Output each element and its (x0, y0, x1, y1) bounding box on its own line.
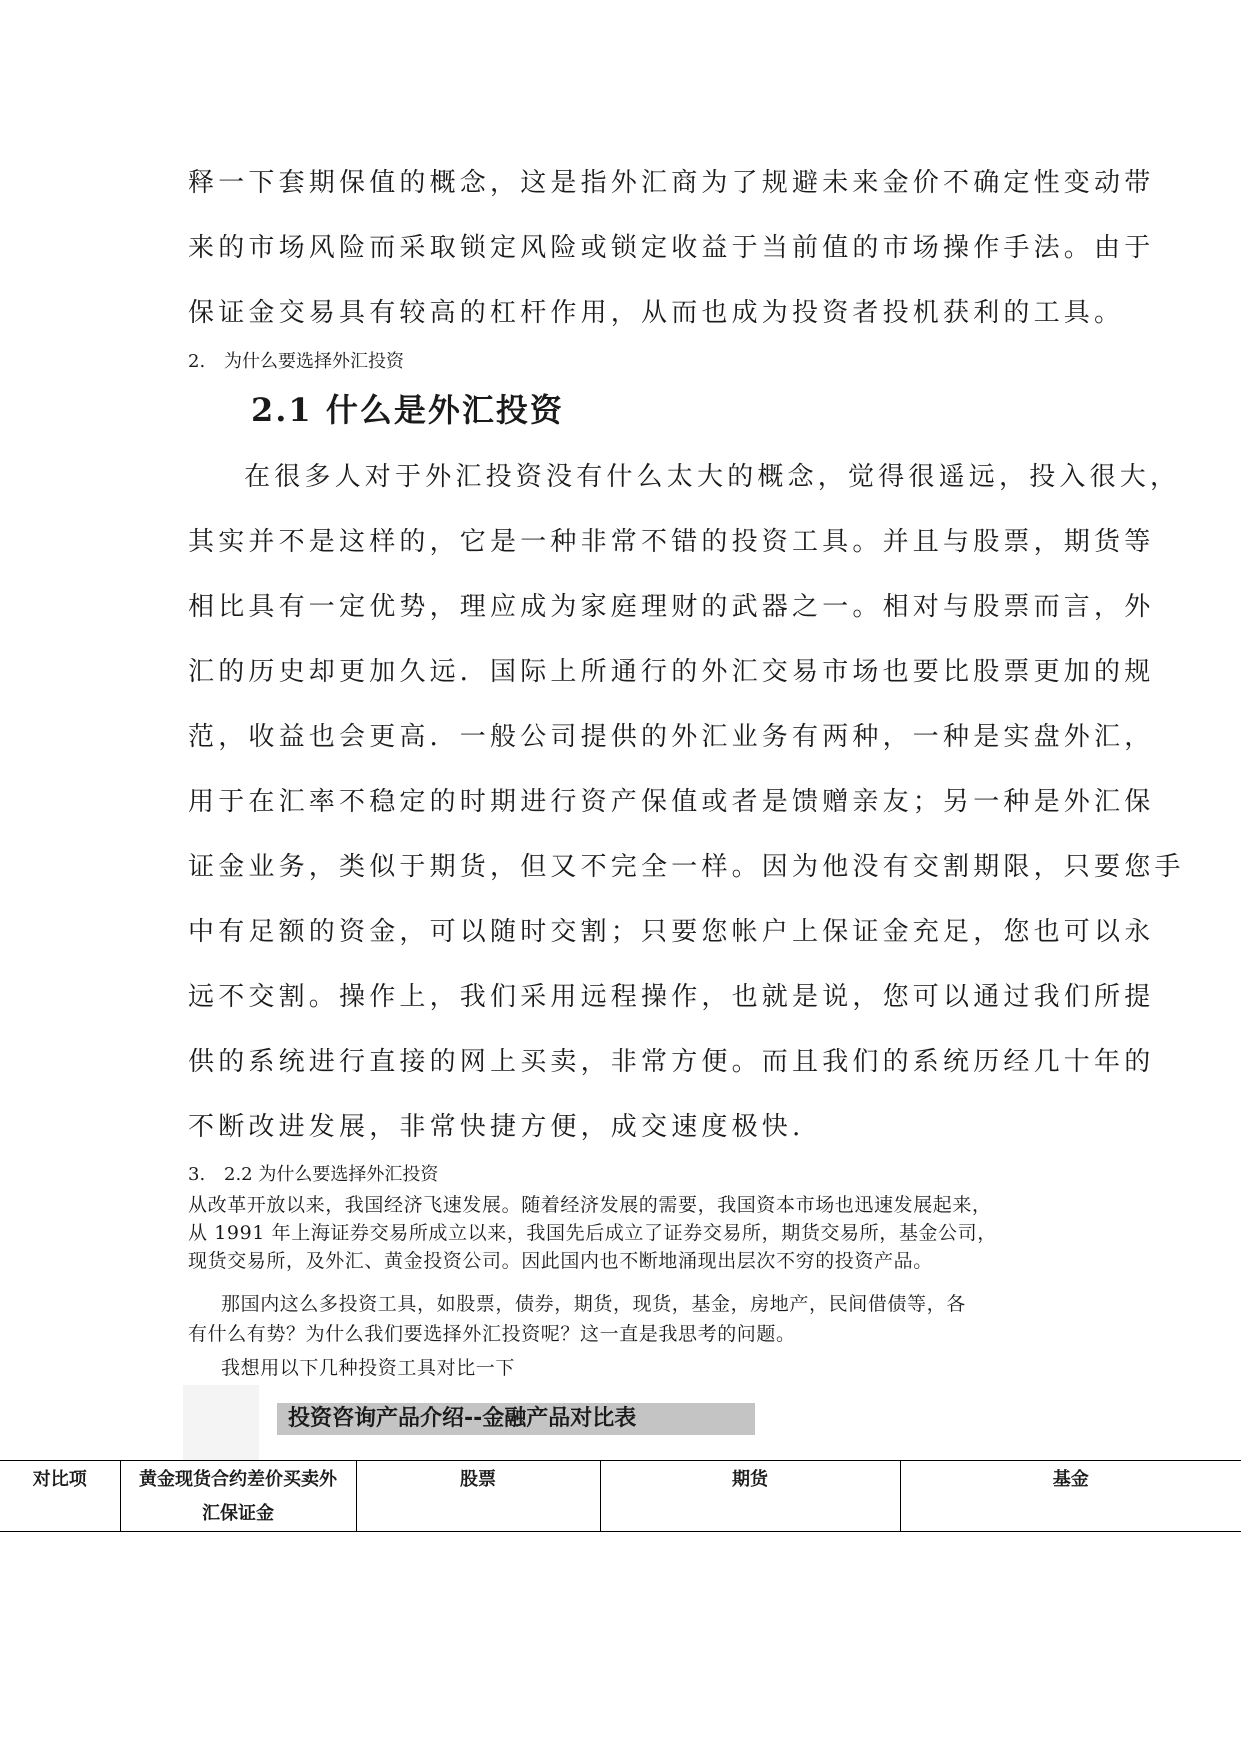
table-header-cell: 股票 (356, 1461, 600, 1532)
paragraph-line: 在很多人对于外汇投资没有什么太大的概念，觉得很遥远，投入很大， (244, 462, 1181, 492)
heading-text: 为什么要选择外汇投资 (224, 351, 404, 372)
section-title: 2.1 什么是外汇投资 (251, 391, 564, 429)
paragraph-line: 保证金交易具有较高的杠杆作用，从而也成为投资者投机获利的工具。 (188, 298, 1125, 328)
paragraph-line: 范，收益也会更高．一般公司提供的外汇业务有两种，一种是实盘外汇， (188, 722, 1155, 752)
table-header-cell: 基金 (900, 1461, 1241, 1532)
paragraph-line: 那国内这么多投资工具，如股票，债券，期货，现货，基金，房地产，民间借债等，各 (221, 1293, 966, 1315)
paragraph-line: 其实并不是这样的，它是一种非常不错的投资工具。并且与股票，期货等 (188, 527, 1155, 557)
heading-number: 3. (188, 1164, 206, 1185)
paragraph-line: 现货交易所，及外汇、黄金投资公司。因此国内也不断地涌现出层次不穷的投资产品。 (188, 1250, 933, 1272)
heading-text: 2.2 为什么要选择外汇投资 (224, 1164, 439, 1185)
paragraph-line: 远不交割。操作上，我们采用远程操作，也就是说，您可以通过我们所提 (188, 982, 1155, 1012)
paragraph-line: 释一下套期保值的概念，这是指外汇商为了规避未来金价不确定性变动带 (188, 168, 1155, 198)
paragraph-line: 我想用以下几种投资工具对比一下 (221, 1357, 516, 1379)
table-title-bar (277, 1403, 755, 1435)
paragraph-line: 汇的历史却更加久远．国际上所通行的外汇交易市场也要比股票更加的规 (188, 657, 1155, 687)
table-header-cell: 黄金现货合约差价买卖外汇保证金 (120, 1461, 356, 1532)
numbered-heading (188, 350, 404, 374)
table-title: 投资咨询产品介绍--金融产品对比表 (288, 1406, 637, 1431)
numbered-heading (188, 1163, 438, 1187)
paragraph-line: 证金业务，类似于期货，但又不完全一样。因为他没有交割期限，只要您手 (188, 852, 1185, 882)
image-placeholder (183, 1385, 259, 1461)
paragraph-line: 有什么有势？为什么我们要选择外汇投资呢？这一直是我思考的问题。 (188, 1323, 796, 1345)
table-header-cell: 期货 (600, 1461, 900, 1532)
paragraph-line: 用于在汇率不稳定的时期进行资产保值或者是馈赠亲友；另一种是外汇保 (188, 787, 1155, 817)
paragraph-line: 来的市场风险而采取锁定风险或锁定收益于当前值的市场操作手法。由于 (188, 233, 1155, 263)
table-header-row (0, 1461, 1241, 1532)
paragraph-line: 供的系统进行直接的网上买卖，非常方便。而且我们的系统历经几十年的 (188, 1047, 1155, 1077)
paragraph-line: 相比具有一定优势，理应成为家庭理财的武器之一。相对与股票而言，外 (188, 592, 1155, 622)
table-header-cell: 对比项 (0, 1461, 120, 1532)
paragraph-line: 从改革开放以来，我国经济飞速发展。随着经济发展的需要，我国资本市场也迅速发展起来， (188, 1194, 992, 1216)
paragraph-line: 从 1991 年上海证券交易所成立以来，我国先后成立了证券交易所，期货交易所，基金公司， (188, 1222, 997, 1244)
paragraph-line: 不断改进发展，非常快捷方便，成交速度极快. (188, 1112, 805, 1142)
heading-number: 2. (188, 351, 206, 372)
comparison-table (0, 1460, 1241, 1532)
paragraph-line: 中有足额的资金，可以随时交割；只要您帐户上保证金充足，您也可以永 (188, 917, 1155, 947)
